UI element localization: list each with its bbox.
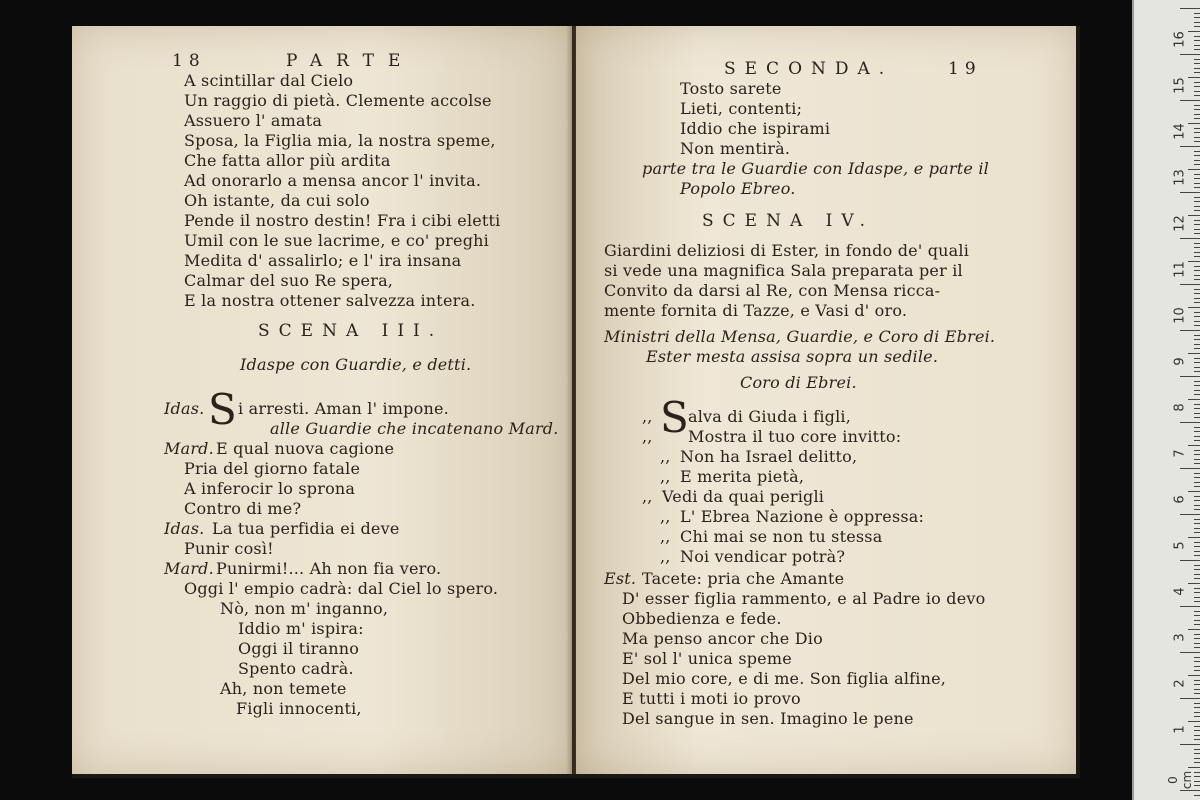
ruler-number: 8 xyxy=(1172,403,1188,412)
ruler-tick xyxy=(1194,615,1200,616)
ruler-tick xyxy=(1188,77,1200,78)
ruler-tick xyxy=(1194,243,1200,244)
ruler-tick xyxy=(1180,8,1200,9)
dialogue-line: Iddio m' ispira: xyxy=(238,619,364,638)
ruler-tick xyxy=(1194,707,1200,708)
ruler-tick xyxy=(1194,528,1200,529)
ruler-tick xyxy=(1188,215,1200,216)
ruler-tick xyxy=(1194,312,1200,313)
ruler-tick xyxy=(1194,772,1200,773)
ruler-tick xyxy=(1180,146,1200,147)
ruler-tick xyxy=(1188,583,1200,584)
ruler-tick xyxy=(1194,684,1200,685)
ruler-tick xyxy=(1180,744,1200,745)
right-page-number: 19 xyxy=(948,59,982,79)
dialogue-line: Punir così! xyxy=(184,539,274,558)
ruler-number: 16 xyxy=(1172,31,1188,48)
left-page xyxy=(72,26,572,774)
ruler-tick xyxy=(1194,486,1200,487)
ruler-tick xyxy=(1194,509,1200,510)
ruler-tick xyxy=(1194,256,1200,257)
ruler-tick xyxy=(1194,109,1200,110)
ruler-tick xyxy=(1194,141,1200,142)
ruler-tick xyxy=(1194,344,1200,345)
quote-mark: ,, xyxy=(642,427,653,446)
ruler-tick xyxy=(1194,22,1200,23)
ruler-tick xyxy=(1194,592,1200,593)
scene-title: SCENA III. xyxy=(258,321,444,341)
ruler-tick xyxy=(1194,224,1200,225)
stage-direction: parte tra le Guardie con Idaspe, e parte il xyxy=(642,159,989,178)
ruler-tick xyxy=(1194,643,1200,644)
dialogue-line: E qual nuova cagione xyxy=(216,439,395,458)
quote-mark: ,, xyxy=(660,447,671,466)
ruler-tick xyxy=(1194,298,1200,299)
text-line: Oh istante, da cui solo xyxy=(184,191,370,210)
ruler-tick xyxy=(1188,399,1200,400)
dialogue-line: Punirmi!... Ah non fia vero. xyxy=(216,559,442,578)
ruler-tick xyxy=(1194,624,1200,625)
ruler-tick xyxy=(1188,31,1200,32)
ruler-tick xyxy=(1188,307,1200,308)
setting-line: mente fornita di Tazze, e Vasi d' oro. xyxy=(604,301,908,320)
ruler-tick xyxy=(1194,316,1200,317)
dialogue-line: D' esser figlia rammento, e al Padre io devo xyxy=(622,589,986,608)
chorus-line: L' Ebrea Nazione è oppressa: xyxy=(680,507,925,526)
chorus-line: Noi vendicar potrà? xyxy=(680,547,846,566)
ruler-tick xyxy=(1188,491,1200,492)
ruler-tick xyxy=(1194,367,1200,368)
ruler-tick xyxy=(1194,105,1200,106)
ruler-tick xyxy=(1194,68,1200,69)
ruler-tick xyxy=(1194,574,1200,575)
dialogue-line: Del mio core, e di me. Son figlia alfine, xyxy=(622,669,947,688)
ruler-tick xyxy=(1194,730,1200,731)
quote-mark: ,, xyxy=(660,527,671,546)
text-line: Un raggio di pietà. Clemente accolse xyxy=(184,91,492,110)
chorus-line: Vedi da quai perigli xyxy=(662,487,825,506)
quote-mark: ,, xyxy=(660,547,671,566)
ruler-tick xyxy=(1180,468,1200,469)
ruler-number: 9 xyxy=(1172,357,1188,366)
right-page xyxy=(576,26,1076,774)
speaker-label: Est. xyxy=(604,569,637,588)
chorus-line: alva di Giuda i figli, xyxy=(688,407,852,426)
ruler-tick xyxy=(1194,289,1200,290)
ruler-tick xyxy=(1194,680,1200,681)
ruler-tick xyxy=(1194,160,1200,161)
ruler-tick xyxy=(1194,417,1200,418)
dialogue-line: Spento cadrà. xyxy=(238,659,354,678)
ruler-tick xyxy=(1180,54,1200,55)
dialogue-line: Ah, non temete xyxy=(220,679,347,698)
ruler-tick xyxy=(1194,394,1200,395)
ruler-tick xyxy=(1194,413,1200,414)
dialogue-line: Oggi l' empio cadrà: dal Ciel lo spero. xyxy=(184,579,499,598)
ruler-tick xyxy=(1194,36,1200,37)
stage-direction: Popolo Ebreo. xyxy=(680,179,796,198)
text-line: Sposa, la Figlia mia, la nostra speme, xyxy=(184,131,496,150)
ruler-tick xyxy=(1194,726,1200,727)
dialogue-line: Del sangue in sen. Imagino le pene xyxy=(622,709,914,728)
text-line: Che fatta allor più ardita xyxy=(184,151,391,170)
ruler-tick xyxy=(1180,606,1200,607)
dialogue-line: Pria del giorno fatale xyxy=(184,459,361,478)
ruler-tick xyxy=(1194,183,1200,184)
ruler-tick xyxy=(1194,795,1200,796)
ruler-tick xyxy=(1194,293,1200,294)
book-spread xyxy=(72,26,1080,778)
cast-line: Ministri della Mensa, Guardie, e Coro di Ebrei. xyxy=(604,327,996,346)
scene-cast: Idaspe con Guardie, e detti. xyxy=(240,355,472,374)
ruler-tick xyxy=(1194,601,1200,602)
quote-mark: ,, xyxy=(642,407,653,426)
ruler-tick xyxy=(1194,275,1200,276)
ruler-tick xyxy=(1194,666,1200,667)
ruler-tick xyxy=(1194,477,1200,478)
ruler-tick xyxy=(1194,266,1200,267)
ruler-tick xyxy=(1194,371,1200,372)
chorus-line: Mostra il tuo core invitto: xyxy=(688,427,902,446)
ruler-tick xyxy=(1194,661,1200,662)
ruler-tick xyxy=(1194,17,1200,18)
ruler-tick xyxy=(1180,330,1200,331)
ruler-tick xyxy=(1194,555,1200,556)
ruler-tick xyxy=(1194,63,1200,64)
ruler-number: 4 xyxy=(1172,587,1188,596)
ruler-tick xyxy=(1180,100,1200,101)
ruler-tick xyxy=(1194,381,1200,382)
ruler-tick xyxy=(1194,348,1200,349)
ruler-tick xyxy=(1194,716,1200,717)
ruler-tick xyxy=(1194,693,1200,694)
ruler-tick xyxy=(1194,735,1200,736)
ruler-tick xyxy=(1194,703,1200,704)
text-line: A scintillar dal Cielo xyxy=(184,71,354,90)
stage-direction: alle Guardie che incatenano Mard. xyxy=(270,419,559,438)
ruler-tick xyxy=(1194,132,1200,133)
ruler-tick xyxy=(1194,597,1200,598)
ruler-tick xyxy=(1194,26,1200,27)
ruler-tick xyxy=(1194,588,1200,589)
speaker-label: Idas. xyxy=(164,399,205,418)
ruler-tick xyxy=(1194,252,1200,253)
scene-title: SCENA IV. xyxy=(702,211,875,231)
ruler-tick xyxy=(1180,238,1200,239)
ruler-tick xyxy=(1194,404,1200,405)
text-line: Tosto sarete xyxy=(680,79,782,98)
dialogue-line: Ma penso ancor che Dio xyxy=(622,629,823,648)
ruler-tick xyxy=(1194,174,1200,175)
ruler-tick xyxy=(1194,781,1200,782)
text-line: Lieti, contenti; xyxy=(680,99,803,118)
ruler-tick xyxy=(1194,13,1200,14)
ruler-tick xyxy=(1194,758,1200,759)
ruler-tick xyxy=(1194,647,1200,648)
text-line: E la nostra ottener salvezza intera. xyxy=(184,291,476,310)
chorus-title: Coro di Ebrei. xyxy=(740,373,857,392)
ruler-tick xyxy=(1194,151,1200,152)
ruler-tick xyxy=(1194,500,1200,501)
ruler-tick xyxy=(1194,233,1200,234)
ruler-tick xyxy=(1194,408,1200,409)
ruler-tick xyxy=(1180,192,1200,193)
text-line: Pende il nostro destin! Fra i cibi eletti xyxy=(184,211,501,230)
ruler-tick xyxy=(1194,72,1200,73)
dialogue-line: Tacete: pria che Amante xyxy=(642,569,845,588)
dialogue-line: A inferocir lo sprona xyxy=(184,479,356,498)
ruler-tick xyxy=(1194,210,1200,211)
chorus-line: Non ha Israel delitto, xyxy=(680,447,858,466)
text-line: Calmar del suo Re spera, xyxy=(184,271,394,290)
text-line: Medita d' assalirlo; e l' ira insana xyxy=(184,251,462,270)
ruler-tick xyxy=(1194,390,1200,391)
speaker-label: Idas. xyxy=(164,519,205,538)
ruler-tick xyxy=(1194,578,1200,579)
ruler-tick xyxy=(1194,385,1200,386)
ruler-tick xyxy=(1194,634,1200,635)
ruler-number: 12 xyxy=(1172,215,1188,232)
ruler-tick xyxy=(1194,712,1200,713)
ruler-tick xyxy=(1194,247,1200,248)
ruler-tick xyxy=(1180,422,1200,423)
ruler-tick xyxy=(1194,279,1200,280)
ruler-tick xyxy=(1194,82,1200,83)
ruler-tick xyxy=(1194,463,1200,464)
setting-line: Giardini deliziosi di Ester, in fondo de' quali xyxy=(604,241,970,260)
ruler-tick xyxy=(1194,611,1200,612)
ruler-tick xyxy=(1194,749,1200,750)
left-page-number: 18 xyxy=(172,51,206,71)
ruler-tick xyxy=(1194,321,1200,322)
dialogue-line: Figli innocenti, xyxy=(236,699,362,718)
ruler-tick xyxy=(1194,137,1200,138)
ruler-tick xyxy=(1194,220,1200,221)
ruler-tick xyxy=(1194,427,1200,428)
ruler-tick xyxy=(1194,532,1200,533)
ruler-tick xyxy=(1188,721,1200,722)
ruler-number: 1 xyxy=(1172,725,1188,734)
ruler-tick xyxy=(1194,187,1200,188)
ruler-tick xyxy=(1188,261,1200,262)
ruler-tick xyxy=(1194,206,1200,207)
ruler-tick xyxy=(1180,698,1200,699)
ruler-tick xyxy=(1194,762,1200,763)
ruler-number: 10 xyxy=(1172,307,1188,324)
dialogue-line: La tua perfidia ei deve xyxy=(212,519,400,538)
ruler-tick xyxy=(1194,569,1200,570)
drop-cap: S xyxy=(660,393,689,442)
ruler-tick xyxy=(1194,270,1200,271)
setting-line: si vede una magnifica Sala preparata per il xyxy=(604,261,963,280)
ruler-tick xyxy=(1194,95,1200,96)
ruler-number: 2 xyxy=(1172,679,1188,688)
ruler-tick xyxy=(1188,169,1200,170)
quote-mark: ,, xyxy=(660,507,671,526)
dialogue-line: E' sol l' unica speme xyxy=(622,649,792,668)
quote-mark: ,, xyxy=(642,487,653,506)
cast-line: Ester mesta assisa sopra un sedile. xyxy=(646,347,939,366)
ruler-tick xyxy=(1194,638,1200,639)
text-line: Assuero l' amata xyxy=(184,111,323,130)
ruler-tick xyxy=(1194,128,1200,129)
ruler-tick xyxy=(1194,440,1200,441)
dialogue-line: Nò, non m' inganno, xyxy=(220,599,389,618)
ruler-tick xyxy=(1194,339,1200,340)
ruler-tick xyxy=(1188,675,1200,676)
ruler-tick xyxy=(1188,445,1200,446)
ruler-tick xyxy=(1194,473,1200,474)
ruler-tick xyxy=(1194,45,1200,46)
ruler-number: 3 xyxy=(1172,633,1188,642)
dialogue-line: i arresti. Aman l' impone. xyxy=(238,399,449,418)
ruler-tick xyxy=(1194,114,1200,115)
ruler-tick xyxy=(1194,59,1200,60)
ruler-tick xyxy=(1180,560,1200,561)
ruler-number: 6 xyxy=(1172,495,1188,504)
ruler-tick xyxy=(1194,689,1200,690)
ruler-tick xyxy=(1194,482,1200,483)
ruler-tick xyxy=(1194,620,1200,621)
ruler-tick xyxy=(1194,358,1200,359)
chorus-line: Chi mai se non tu stessa xyxy=(680,527,883,546)
dialogue-line: Oggi il tiranno xyxy=(238,639,360,658)
ruler-tick xyxy=(1194,670,1200,671)
dialogue-line: E tutti i moti io provo xyxy=(622,689,801,708)
ruler-tick xyxy=(1180,652,1200,653)
text-line: Non mentirà. xyxy=(680,139,791,158)
right-running-head: SECONDA. xyxy=(724,59,894,79)
ruler-tick xyxy=(1194,657,1200,658)
speaker-label: Mard. xyxy=(164,439,214,458)
left-running-head: PARTE xyxy=(286,51,415,71)
ruler-tick xyxy=(1194,753,1200,754)
ruler-tick xyxy=(1194,565,1200,566)
ruler-tick xyxy=(1194,551,1200,552)
ruler-tick xyxy=(1180,376,1200,377)
ruler-tick xyxy=(1194,523,1200,524)
ruler-tick xyxy=(1194,155,1200,156)
quote-mark: ,, xyxy=(660,467,671,486)
dialogue-line: Obbedienza e fede. xyxy=(622,609,782,628)
setting-line: Convito da darsi al Re, con Mensa ricca- xyxy=(604,281,941,300)
speaker-label: Mard. xyxy=(164,559,214,578)
text-line: Ad onorarlo a mensa ancor l' invita. xyxy=(184,171,482,190)
ruler-tick xyxy=(1194,505,1200,506)
ruler-number: 14 xyxy=(1172,123,1188,140)
measurement-ruler xyxy=(1132,0,1200,800)
ruler-tick xyxy=(1194,436,1200,437)
ruler-number: 7 xyxy=(1172,449,1188,458)
ruler-tick xyxy=(1194,450,1200,451)
ruler-number: 11 xyxy=(1172,261,1188,278)
ruler-tick xyxy=(1194,431,1200,432)
ruler-tick xyxy=(1194,335,1200,336)
ruler-tick xyxy=(1194,454,1200,455)
ruler-tick xyxy=(1194,542,1200,543)
text-line: Iddio che ispirami xyxy=(680,119,831,138)
text-line: Umil con le sue lacrime, e co' preghi xyxy=(184,231,489,250)
ruler-tick xyxy=(1188,537,1200,538)
ruler-tick xyxy=(1194,91,1200,92)
ruler-tick xyxy=(1194,118,1200,119)
ruler-tick xyxy=(1194,496,1200,497)
ruler-unit: 0 cm xyxy=(1166,770,1194,790)
ruler-tick xyxy=(1194,546,1200,547)
drop-cap: S xyxy=(208,385,237,434)
ruler-tick xyxy=(1194,362,1200,363)
ruler-tick xyxy=(1194,201,1200,202)
ruler-tick xyxy=(1194,302,1200,303)
ruler-tick xyxy=(1194,40,1200,41)
ruler-tick xyxy=(1188,629,1200,630)
ruler-tick xyxy=(1194,776,1200,777)
ruler-tick xyxy=(1194,459,1200,460)
ruler-number: 5 xyxy=(1172,541,1188,550)
ruler-number: 15 xyxy=(1172,77,1188,94)
ruler-tick xyxy=(1180,284,1200,285)
dialogue-line: Contro di me? xyxy=(184,499,302,518)
ruler-tick xyxy=(1194,164,1200,165)
ruler-tick xyxy=(1194,178,1200,179)
ruler-tick xyxy=(1194,49,1200,50)
chorus-line: E merita pietà, xyxy=(680,467,805,486)
ruler-tick xyxy=(1194,519,1200,520)
ruler-tick xyxy=(1188,353,1200,354)
ruler-number: 13 xyxy=(1172,169,1188,186)
ruler-tick xyxy=(1194,86,1200,87)
ruler-tick xyxy=(1194,785,1200,786)
ruler-tick xyxy=(1194,325,1200,326)
ruler-tick xyxy=(1188,123,1200,124)
ruler-tick xyxy=(1194,229,1200,230)
ruler-tick xyxy=(1180,514,1200,515)
ruler-tick xyxy=(1194,739,1200,740)
ruler-tick xyxy=(1194,197,1200,198)
